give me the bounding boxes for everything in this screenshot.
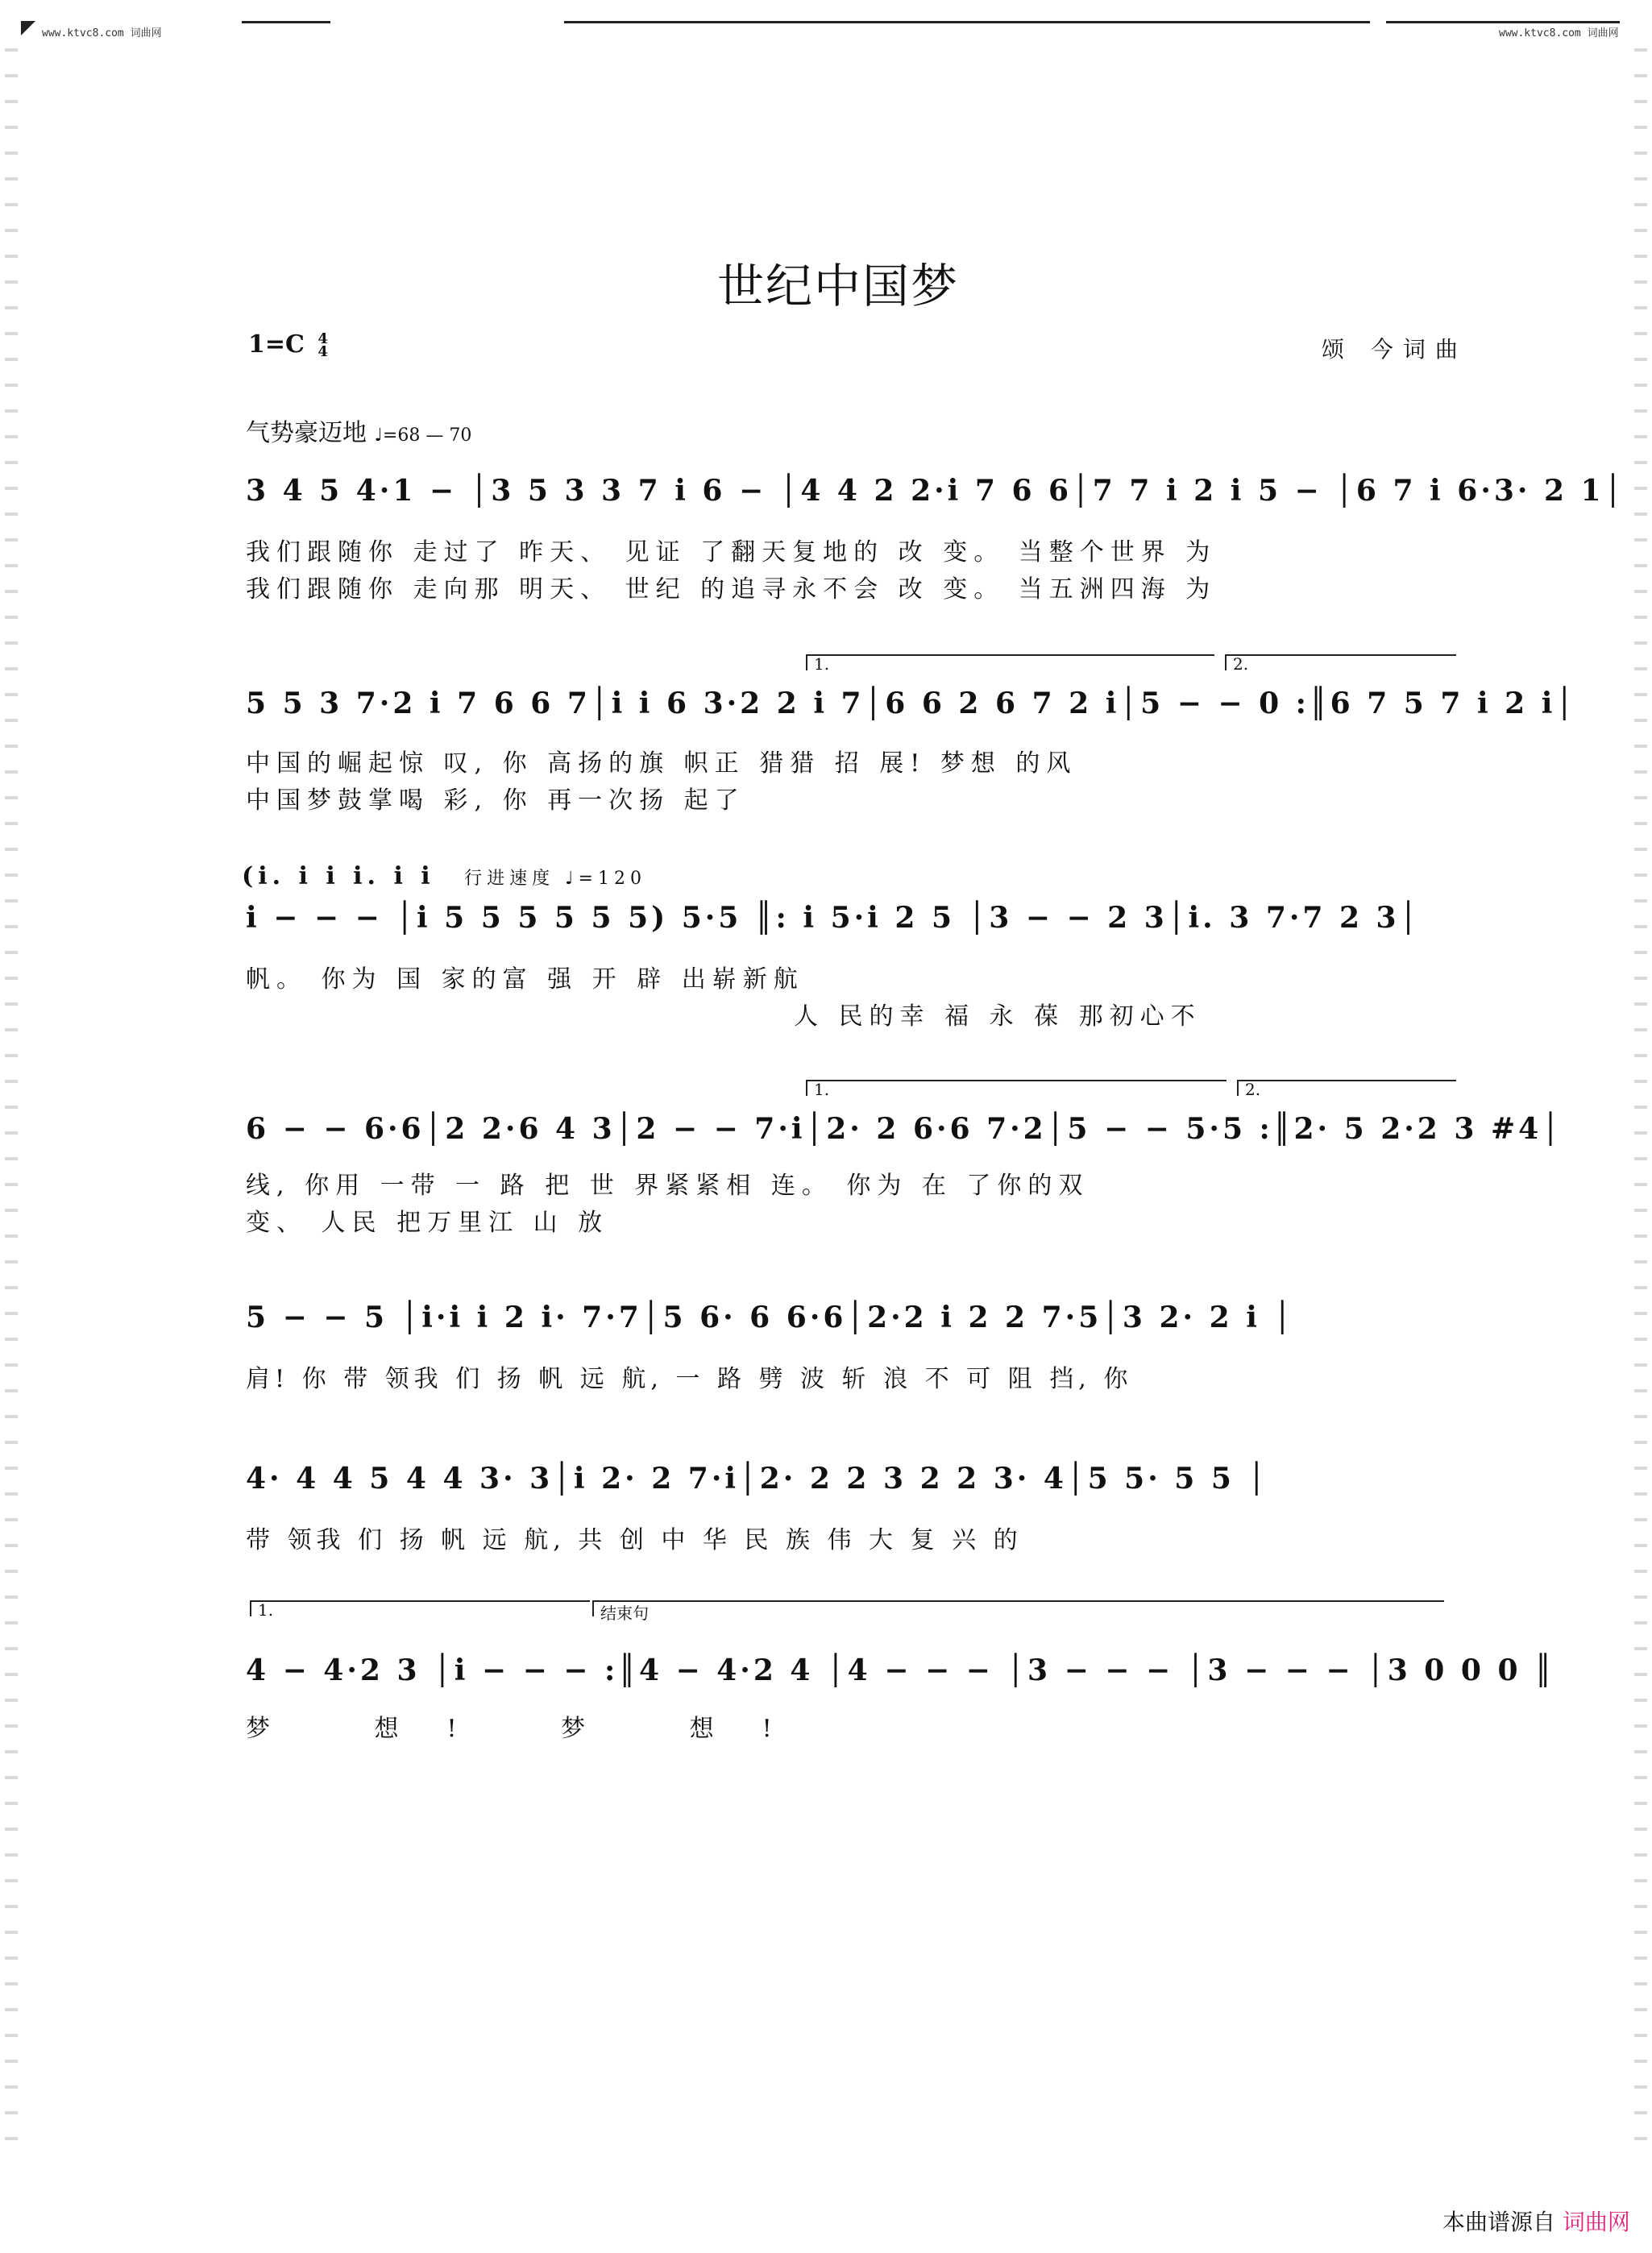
- site-url-left[interactable]: www.ktvc8.com: [42, 27, 124, 39]
- author-credit: 颂 今词曲: [1322, 336, 1467, 363]
- score-line-7: 4 − 4·2 3 │i − − − :║4 − 4·2 4 │4 − − − │3 − − − │3 − − − │3 0 0 0 ║: [246, 1653, 1555, 1687]
- time-bottom: 4: [318, 343, 328, 360]
- time-top: 4: [318, 330, 328, 347]
- score-line-6: 4· 4 4 5 4 4 3· 3│i 2· 2 7·i│2· 2 2 3 2 2 3· 4│5 5· 5 5 │: [246, 1462, 1269, 1496]
- header-rule: [242, 21, 330, 23]
- footer-source-text: 本曲谱源自: [1442, 2209, 1556, 2235]
- lyric-line-1a: 我们跟随你 走过了 昨天、 见证 了翻天复地的 改 变。 当整个世界 为: [246, 538, 1217, 566]
- lyric-line-4b: 变、 人民 把万里江 山 放: [246, 1209, 609, 1237]
- site-tag-right: 词曲网: [1587, 27, 1619, 39]
- volta-1: [806, 1080, 1227, 1099]
- lyric-line-1b: 我们跟随你 走向那 明天、 世纪 的追寻永不会 改 变。 当五洲四海 为: [246, 575, 1217, 604]
- volta-1-label: 1.: [814, 1080, 830, 1099]
- lyric-line-7: 梦 想! 梦 想!: [246, 1715, 820, 1743]
- intro-notes: [242, 862, 646, 890]
- time-signature: [318, 330, 328, 360]
- score-line-5: 5 − − 5 │i·i i 2 i· 7·7│5 6· 6 6·6│2·2 i 2 2 7·5│3 2· 2 i │: [246, 1301, 1295, 1334]
- score-line-3: i − − − │i 5 5 5 5 5 5) 5·5 ║: i 5·i 2 5 │3 − − 2 3│i. 3 7·7 2 3│: [246, 901, 1421, 935]
- site-header-right: [1499, 24, 1619, 39]
- tempo-value: ♩=68 — 70: [374, 425, 472, 446]
- volta-1-label: 1.: [258, 1600, 274, 1620]
- key-signature: [248, 330, 328, 359]
- site-url-right[interactable]: www.ktvc8.com: [1499, 27, 1581, 39]
- lyric-line-2a: 中国的崛起惊 叹, 你 高扬的旗 帜正 猎猎 招 展! 梦想 的风: [246, 749, 1077, 778]
- corner-mark: [21, 21, 35, 35]
- lyric-line-3a: 帆。 你为 国 家的富 强 开 辟 出崭新航: [246, 965, 804, 994]
- lyric-line-5: 肩! 你 带 领我 们 扬 帆 远 航, 一 路 劈 波 斩 浪 不 可 阻 挡, 你: [246, 1365, 1133, 1393]
- site-tag-left: 词曲网: [130, 27, 162, 39]
- volta-1-label: 1.: [814, 654, 830, 674]
- key-text: 1=C: [248, 330, 305, 359]
- coda-bracket: [592, 1600, 1444, 1623]
- song-title: 世纪中国梦: [717, 259, 960, 313]
- site-header-left: [42, 24, 162, 39]
- volta-2-label: 2.: [1245, 1080, 1261, 1099]
- coda-label: 结束句: [600, 1604, 649, 1623]
- score-line-1: 3 4 5 4·1 − │3 5 3 3 7 i 6 − │4 4 2 2·i 7 6 6│7 7 i 2 i 5 − │6 7 i 6·3· 2 1│: [246, 474, 1625, 508]
- score-line-2: 5 5 3 7·2 i 7 6 6 7│i i 6 3·2 2 i 7│6 6 2 6 7 2 i│5 − − 0 :║6 7 5 7 i 2 i│: [246, 687, 1577, 720]
- lyric-line-3b: 人 民的幸 福 永 葆 那初心不: [794, 1002, 1202, 1031]
- tempo-marking: [246, 413, 471, 448]
- march-tempo: 行进速度 ♩=120: [464, 869, 646, 889]
- header-rule: [564, 21, 1370, 23]
- right-edge-watermark: [1634, 48, 1647, 2156]
- volta-2: [1237, 1080, 1456, 1099]
- left-edge-watermark: [5, 48, 18, 2156]
- volta-2-label: 2.: [1233, 654, 1249, 674]
- footer-source: [1442, 2205, 1630, 2237]
- volta-1: [806, 654, 1214, 674]
- intro-pre: (i. i i i. i i: [242, 862, 435, 890]
- lyric-line-2b: 中国梦鼓掌喝 彩, 你 再一次扬 起了: [246, 786, 745, 815]
- footer-brand-link[interactable]: 词曲网: [1562, 2209, 1630, 2235]
- tempo-text: 气势豪迈地: [246, 419, 367, 447]
- volta-1: [250, 1600, 590, 1620]
- lyric-line-6: 带 领我 们 扬 帆 远 航, 共 创 中 华 民 族 伟 大 复 兴 的: [246, 1526, 1023, 1554]
- score-line-4: 6 − − 6·6│2 2·6 4 3│2 − − 7·i│2· 2 6·6 7·2│5 − − 5·5 :║2· 5 2·2 3 #4│: [246, 1112, 1563, 1146]
- lyric-line-4a: 线, 你用 一带 一 路 把 世 界紧紧相 连。 你为 在 了你的双: [246, 1172, 1090, 1200]
- header-rule: [1386, 21, 1620, 23]
- volta-2: [1225, 654, 1456, 674]
